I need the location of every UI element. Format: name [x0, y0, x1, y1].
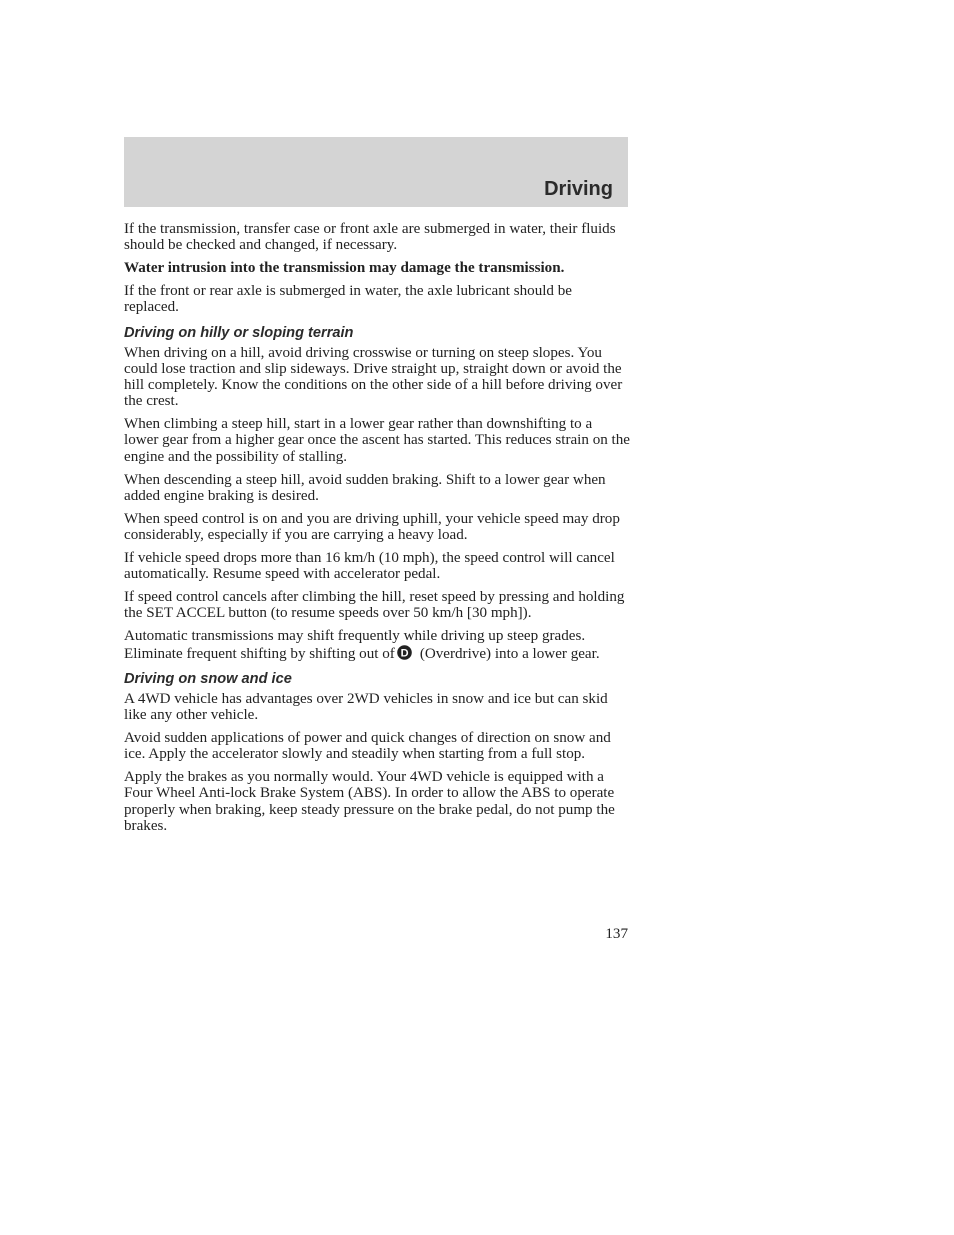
paragraph-automatic-shifting: [124, 628, 630, 661]
heading-snow-ice: Driving on snow and ice: [124, 670, 292, 687]
section-header-band: [124, 137, 628, 207]
paragraph-automatic-shifting-start: Automatic transmissions may shift frequently while driving up steep grades. Eliminate frequent shifting by shifting out of: [124, 628, 586, 662]
paragraph-climbing: When climbing a steep hill, start in a lower gear rather than downshifting to a lower gear from a higher gear once the ascent has started. This reduces strain on the engine and the possibility of stalling.: [124, 416, 631, 465]
paragraph-4wd-advantages: A 4WD vehicle has advantages over 2WD vehicles in snow and ice but can skid like any other vehicle.: [124, 690, 608, 724]
page-content: [124, 221, 630, 841]
paragraph-automatic-shifting-end: (Overdrive) into a lower gear.: [419, 645, 600, 662]
paragraph-avoid-sudden: Avoid sudden applications of power and quick changes of direction on snow and ice. Apply the accelerator slowly and steadily when starting from a full stop.: [124, 730, 611, 763]
paragraph-speed-control-uphill: When speed control is on and you are driving uphill, your vehicle speed may drop considerably, especially if you are carrying a heavy load.: [124, 510, 620, 544]
overdrive-d-letter: D: [400, 647, 409, 660]
warning-transmission: Water intrusion into the transmission may damage the transmission.: [124, 260, 565, 277]
heading-hilly-terrain: Driving on hilly or sloping terrain: [124, 324, 354, 341]
paragraph-submerged-fluids: If the transmission, transfer case or front axle are submerged in water, their fluids should be checked and changed, if necessary.: [124, 221, 616, 254]
section-title: Driving: [544, 178, 613, 200]
paragraph-brakes-abs: Apply the brakes as you normally would. Your 4WD vehicle is equipped with a Four Wheel Anti-lock Brake System (ABS). In order to allow the ABS to operate properly when braking, keep steady pressure on the brake pedal, do not pump the brakes.: [124, 769, 615, 834]
overdrive-d-icon: [397, 645, 412, 660]
page-number: 137: [605, 926, 628, 942]
paragraph-descending: When descending a steep hill, avoid sudden braking. Shift to a lower gear when added engine braking is desired.: [124, 471, 606, 504]
paragraph-axle-lubricant: If the front or rear axle is submerged in water, the axle lubricant should be replaced.: [124, 283, 572, 316]
paragraph-speed-drop: If vehicle speed drops more than 16 km/h (10 mph), the speed control will cancel automatically. Resume speed with accelerator pedal.: [124, 550, 615, 583]
paragraph-reset-speed: If speed control cancels after climbing the hill, reset speed by pressing and holding the SET ACCEL button (to resume speeds over 50 km/h [30 mph]).: [124, 589, 625, 622]
paragraph-hill-crosswise: When driving on a hill, avoid driving crosswise or turning on steep slopes. You could lose traction and slip sideways. Drive straight up, straight down or avoid the hill completely. Know the conditions on the other side of a hill before driving over the crest.: [124, 344, 623, 410]
